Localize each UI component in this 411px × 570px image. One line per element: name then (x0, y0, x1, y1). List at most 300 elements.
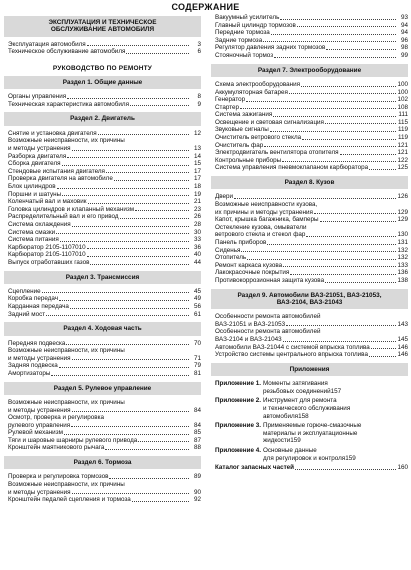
page-number: 23 (193, 205, 201, 213)
page-number: 84 (193, 406, 201, 414)
toc-entry-line (215, 231, 408, 239)
leader-dots (126, 53, 189, 54)
toc-entry-title: Техническое обслуживание автомобиля (8, 48, 126, 56)
toc-entry-title: и методы устранения (8, 145, 71, 152)
appendix-entry[interactable] (215, 397, 408, 420)
leader-dots (87, 45, 189, 46)
appendix-body (263, 380, 408, 395)
toc-entry[interactable] (8, 347, 201, 362)
toc-entry-title: Сцепление (8, 287, 41, 295)
leader-dots (301, 86, 396, 87)
appendix-body (263, 447, 408, 462)
toc-entry-title: Возможные неисправности, их причины (8, 481, 125, 489)
toc-entry[interactable] (8, 362, 201, 370)
leader-dots (340, 154, 396, 155)
page-number: 56 (193, 303, 201, 311)
toc-entry-title: Органы управления (8, 93, 67, 101)
toc-entry-title: Передняя подвеска (8, 339, 66, 347)
toc-entry-title: Тяги и шаровые шарниры рулевого привода (8, 436, 138, 444)
page-number: 92 (193, 496, 201, 504)
appendix-list (215, 380, 408, 462)
toc-entry[interactable] (215, 29, 408, 37)
toc-entry[interactable] (8, 130, 201, 138)
left-column (4, 16, 201, 508)
section-header-9: Раздел 9. Автомобили ВАЗ-21051, ВАЗ-21053, ВАЗ-2104, ВАЗ-21043 (211, 289, 408, 310)
page-number: 44 (193, 258, 201, 266)
section-items-2 (4, 126, 201, 271)
toc-entry-title: Схема электрооборудования (215, 80, 301, 88)
leader-dots (320, 221, 396, 222)
toc-entry[interactable] (8, 414, 201, 429)
toc-entry-title: Передние тормоза (215, 29, 270, 37)
toc-entry-title: Капот, крышка багажника, бамперы (215, 216, 319, 224)
toc-entry-line (215, 313, 408, 321)
toc-entry-title: Электродвигатель вентилятора отопителя (215, 149, 339, 157)
toc-entry-title: Карданная передача (8, 303, 69, 311)
toc-entry-line (8, 407, 201, 415)
toc-entry[interactable] (8, 93, 201, 101)
toc-entry-title: Вакуумный усилитель (215, 14, 280, 21)
page-number: 125 (397, 164, 408, 172)
leader-dots (88, 203, 189, 204)
toc-entry-title: Система смазки (8, 228, 56, 236)
page-number: 33 (193, 236, 201, 244)
appendix-entry[interactable] (215, 380, 408, 395)
toc-entry[interactable] (8, 340, 201, 348)
toc-entry[interactable] (215, 262, 408, 270)
page-number: 40 (193, 251, 201, 259)
toc-entry-title: Система управления пневмоклапаном карбюратора (215, 164, 369, 172)
toc-entry[interactable] (8, 429, 201, 437)
appendix-line (263, 447, 408, 455)
toc-entry-line (8, 137, 201, 145)
leader-dots (289, 93, 396, 94)
page-number: 89 (193, 473, 201, 481)
toc-entry[interactable] (215, 142, 408, 150)
toc-entry-title: Система охлаждения (8, 220, 71, 228)
right-column (211, 14, 408, 476)
toc-entry-title: Очиститель фар (215, 141, 264, 149)
toc-entry-line (215, 201, 408, 209)
leader-dots (51, 375, 189, 376)
appendix-line (263, 388, 408, 396)
toc-entry-title: Головка цилиндров и клапанный механизм (8, 205, 135, 213)
leader-dots (241, 251, 396, 252)
page-number: 131 (397, 238, 408, 246)
toc-entry[interactable] (8, 496, 201, 504)
leader-dots (42, 292, 189, 293)
appendix-title: Моменты затягивания (262, 380, 328, 388)
leader-dots (70, 308, 189, 309)
toc-entry[interactable] (215, 328, 408, 343)
appendix-entry[interactable] (215, 447, 408, 462)
leader-dots (286, 325, 396, 326)
appendix-title: Применяемые горюче-смазочные (262, 422, 362, 430)
catalog-title: Каталог запасных частей (215, 464, 295, 472)
page-number: 138 (397, 276, 408, 284)
toc-entry-title: Особенности ремонта автомобилей (215, 313, 321, 321)
toc-entry-title: Коробка передач (8, 295, 59, 303)
toc-entry-title: Генератор (215, 96, 246, 104)
toc-entry-title: и методы устранения (8, 488, 71, 496)
toc-entry[interactable] (215, 52, 408, 60)
page-number: 36 (193, 243, 201, 251)
toc-entry-title: и методы устранения (8, 406, 71, 414)
leader-dots (105, 449, 189, 450)
leader-dots (138, 441, 189, 442)
page-number: 143 (397, 320, 408, 328)
page-number: 90 (193, 488, 201, 496)
toc-entry-line (8, 355, 201, 363)
toc-entry-title: Амортизаторы (8, 369, 51, 377)
toc-entry-title: и методы устранения (8, 354, 71, 362)
section-items-3 (4, 284, 201, 322)
page-number: 30 (193, 228, 201, 236)
toc-entry[interactable] (215, 44, 408, 52)
leader-dots (120, 218, 189, 219)
toc-entry-title: Сборка двигателя (8, 160, 61, 168)
toc-entry[interactable] (8, 473, 201, 481)
toc-entry[interactable] (8, 198, 201, 206)
leader-dots (87, 256, 189, 257)
leader-dots (270, 131, 396, 132)
leader-dots (106, 172, 189, 173)
leader-dots (67, 98, 189, 99)
toc-entry[interactable] (215, 81, 408, 89)
appendix-title: жидкости (262, 437, 291, 445)
toc-entry[interactable] (8, 370, 201, 378)
page-number: 70 (193, 339, 201, 347)
appendix-title: материалы и эксплуатационные (262, 429, 358, 437)
toc-entry[interactable] (8, 399, 201, 414)
page-number: 100 (397, 88, 408, 96)
appendix-line (263, 380, 408, 388)
leader-dots (234, 198, 396, 199)
toc-entry[interactable] (215, 134, 408, 142)
appendix-label: Приложение 2. (215, 397, 261, 405)
leader-dots (264, 146, 396, 147)
toc-entry-title: Выпуск отработавших газов (8, 258, 90, 266)
toc-entry[interactable] (8, 444, 201, 452)
leader-dots (66, 344, 189, 345)
leader-dots (62, 165, 189, 166)
toc-entry[interactable] (8, 175, 201, 183)
leader-dots (109, 478, 189, 479)
leader-dots (369, 356, 396, 357)
page-number: 81 (193, 369, 201, 377)
toc-entry-title: Остекление кузова, омыватели (215, 223, 307, 231)
leader-dots (325, 123, 396, 124)
appendix-label: Приложение 4. (215, 446, 261, 454)
toc-entry-title: ВАЗ-21051 и ВАЗ-21053 (215, 320, 286, 328)
page-number: 18 (193, 182, 201, 190)
toc-entry[interactable] (215, 96, 408, 104)
section-header-2: Раздел 2. Двигатель (4, 112, 201, 125)
toc-entry-title: ветрового стекла и стекол фар (215, 231, 306, 239)
appendix-title: Основные данные (262, 446, 317, 454)
page-number: 94 (400, 21, 408, 29)
toc-entry[interactable] (8, 229, 201, 237)
page-number: 96 (400, 36, 408, 44)
leader-dots (297, 26, 396, 27)
toc-entry[interactable] (215, 351, 408, 359)
page-number: 85 (193, 429, 201, 437)
leader-dots (57, 188, 189, 189)
page-number: 84 (193, 421, 201, 429)
leader-dots (59, 367, 189, 368)
section-items-9 (211, 309, 408, 363)
catalog-entry[interactable] (215, 464, 408, 472)
leader-dots (290, 274, 396, 275)
page-number: 21 (193, 198, 201, 206)
toc-entry[interactable] (215, 277, 408, 285)
toc-entry[interactable] (215, 193, 408, 201)
leader-dots (114, 180, 189, 181)
toc-entry-line (215, 224, 408, 232)
toc-entry-title: Противокоррозионная защита кузова (215, 276, 325, 284)
page-number: 146 (397, 351, 408, 359)
toc-entry[interactable] (8, 221, 201, 229)
section-items-appendices (211, 376, 408, 476)
toc-entry-title: Контрольные приборы (215, 156, 282, 164)
page-number: 130 (397, 231, 408, 239)
section-header-8: Раздел 8. Кузов (211, 176, 408, 189)
appendix-line (263, 455, 408, 463)
toc-entry-title: Аккумуляторная батарея (215, 88, 288, 96)
toc-entry[interactable] (215, 216, 408, 224)
toc-entry[interactable] (215, 126, 408, 134)
page-number: 87 (193, 436, 201, 444)
toc-entry-title: Блок цилиндров (8, 182, 56, 190)
page-number: 14 (193, 152, 201, 160)
guide-title: РУКОВОДСТВО ПО РЕМОНТУ (52, 64, 153, 72)
toc-entry[interactable] (215, 247, 408, 255)
toc-entry-line (8, 481, 201, 489)
toc-entry-title: Устройство системы центрального впрыска топлива (215, 351, 368, 359)
section-header-operation: ЭКСПЛУАТАЦИЯ И ТЕХНИЧЕСКОЕ ОБСЛУЖИВАНИЕ АВТОМОБИЛЯ (4, 16, 201, 37)
section-items-5 (4, 395, 201, 456)
toc-entry[interactable] (215, 269, 408, 277)
leader-dots (282, 161, 396, 162)
leader-dots (56, 233, 189, 234)
appendix-title: и технического обслуживания (262, 404, 351, 412)
page-number: 133 (397, 261, 408, 269)
section-header-1: Раздел 1. Общие данные (4, 76, 201, 89)
toc-entry[interactable] (215, 224, 408, 239)
toc-entry[interactable] (8, 251, 201, 259)
toc-entry-title: Карбюратор 2105-1107010 (8, 243, 86, 251)
toc-entry[interactable] (215, 149, 408, 157)
toc-entry[interactable] (215, 104, 408, 112)
toc-entry-line (215, 328, 408, 336)
toc-entry-title: Стояночный тормоз (215, 51, 274, 59)
toc-entry[interactable] (215, 119, 408, 127)
toc-entry-title: Эксплуатация автомобиля (8, 40, 86, 48)
leader-dots (87, 248, 189, 249)
appendix-line (263, 405, 408, 413)
section-items-6 (4, 469, 201, 507)
leader-dots (273, 116, 396, 117)
leader-dots (283, 266, 396, 267)
toc-entry[interactable] (8, 236, 201, 244)
toc-entry-title: Кронштейн маятникового рычага (8, 444, 105, 452)
toc-entry[interactable] (215, 164, 408, 172)
toc-entry-title: Лакокрасочные покрытия (215, 269, 290, 277)
page-number: 3 (197, 40, 201, 48)
appendix-title: резьбовых соединений (262, 387, 331, 395)
toc-entry[interactable] (8, 48, 201, 56)
page-number: 119 (397, 134, 408, 142)
toc-entry-line (8, 414, 201, 422)
toc-entry[interactable] (8, 160, 201, 168)
section-items-1 (4, 89, 201, 112)
toc-entry[interactable] (8, 481, 201, 496)
section-header-3: Раздел 3. Трансмиссия (4, 271, 201, 284)
toc-entry-title: Осмотр, проверка и регулировка (8, 414, 104, 422)
page-number: 108 (397, 103, 408, 111)
page-number: 79 (193, 362, 201, 370)
leader-dots (98, 134, 189, 135)
toc-entry[interactable] (8, 213, 201, 221)
toc-entry-title: Техническая характеристика автомобиля (8, 100, 129, 108)
leader-dots (72, 150, 189, 151)
toc-entry[interactable] (215, 313, 408, 328)
toc-entry[interactable] (8, 101, 201, 109)
toc-entry[interactable] (215, 22, 408, 30)
page-number: 129 (397, 208, 408, 216)
leader-dots (280, 19, 396, 20)
toc-entry[interactable] (8, 137, 201, 152)
page-number: 132 (397, 254, 408, 262)
toc-entry-title: Задние тормоза (215, 36, 263, 44)
page-number: 71 (193, 354, 201, 362)
toc-entry-title: Возможные неисправности кузова, (215, 201, 318, 208)
section-header-appendices: Приложения (211, 363, 408, 376)
section-items-4 (4, 336, 201, 382)
toc-entry-title: Возможные неисправности, их причины (8, 398, 125, 406)
toc-entry[interactable] (215, 111, 408, 119)
leader-dots (90, 264, 189, 265)
toc-entry[interactable] (8, 183, 201, 191)
toc-entry-title: Система зажигания (215, 111, 273, 119)
toc-entry-line (8, 145, 201, 153)
toc-entry[interactable] (215, 14, 408, 22)
leader-dots (302, 139, 396, 140)
page-number: 88 (193, 444, 201, 452)
leader-dots (240, 108, 396, 109)
page-number: 19 (193, 190, 201, 198)
page-number: 129 (397, 216, 408, 224)
toc-entry-title: Рулевой механизм (8, 429, 63, 437)
appendix-body (263, 422, 408, 445)
page-number: 17 (193, 167, 201, 175)
leader-dots (326, 49, 396, 50)
page-number: 126 (397, 193, 408, 201)
toc-entry-title: Стартер (215, 103, 240, 111)
toc-entry-title: Снятие и установка двигателя (8, 129, 97, 137)
leader-dots (283, 341, 396, 342)
leader-dots (67, 157, 189, 158)
toc-entry[interactable] (215, 89, 408, 97)
page-number: 61 (193, 310, 201, 318)
leader-dots (274, 57, 396, 58)
toc-entry[interactable] (215, 254, 408, 262)
toc-entry-title: Разборка двигателя (8, 152, 67, 160)
section-items-operation (4, 37, 201, 60)
page-number: 100 (397, 80, 408, 88)
toc-entry-title: Звуковые сигналы (215, 126, 269, 134)
page-number: 132 (397, 246, 408, 254)
page-number: 119 (397, 126, 408, 134)
appendix-line (263, 422, 408, 430)
page-number: 6 (197, 48, 201, 56)
page-number: 94 (400, 29, 408, 37)
toc-entry-title: Коленчатый вал и маховик (8, 198, 87, 206)
page-number: 28 (193, 220, 201, 228)
leader-dots (371, 348, 396, 349)
toc-entry-line (8, 347, 201, 355)
toc-entry[interactable] (8, 311, 201, 319)
appendix-entry[interactable] (215, 422, 408, 445)
toc-entry-title: Система питания (8, 236, 59, 244)
leader-dots (60, 241, 189, 242)
toc-entry-title: Регулятор давления задних тормозов (215, 44, 326, 52)
toc-entry-title: Распределительный вал и его привод (8, 213, 119, 221)
toc-entry-title: Задний мост (8, 310, 46, 318)
leader-dots (295, 469, 396, 470)
appendix-label: Приложение 1. (215, 380, 261, 388)
leader-dots (64, 434, 189, 435)
page-number: 122 (397, 156, 408, 164)
leader-dots (59, 300, 189, 301)
leader-dots (130, 105, 189, 106)
toc-entry-title: Сиденья (215, 246, 241, 254)
toc-entry[interactable] (8, 303, 201, 311)
page-number: 8 (197, 93, 201, 101)
page-number: 121 (397, 141, 408, 149)
page-number: 15 (193, 160, 201, 168)
toc-entry-title: Отопитель (215, 254, 247, 262)
toc-entry-title: Проверка двигателя на автомобиле (8, 175, 113, 183)
leader-dots (271, 34, 396, 35)
toc-entry[interactable] (215, 239, 408, 247)
section-header-4: Раздел 4. Ходовая часть (4, 322, 201, 335)
appendix-body (263, 397, 408, 420)
toc-entry-title: Панель приборов (215, 238, 267, 246)
toc-entry[interactable] (215, 201, 408, 216)
toc-entry-title: Освещение и световая сигнализация (215, 118, 324, 126)
toc-entry-title: ВАЗ-2104 и ВАЗ-21043 (215, 336, 282, 344)
toc-entry[interactable] (215, 37, 408, 45)
leader-dots (72, 359, 189, 360)
page-number: 26 (193, 213, 201, 221)
appendix-line (263, 430, 408, 438)
page-title: СОДЕРЖАНИЕ (171, 2, 240, 12)
toc-entry[interactable] (8, 295, 201, 303)
appendix-line (263, 413, 408, 421)
toc-entry[interactable] (8, 259, 201, 267)
toc-entry-title: их причины и методы устранения (215, 208, 313, 216)
leader-dots (72, 226, 189, 227)
leader-dots (72, 411, 189, 412)
leader-dots (314, 213, 396, 214)
toc-entry-title: Автомобили ВАЗ-21044 с системой впрыска топлива (215, 343, 370, 351)
page-number: 115 (397, 118, 408, 126)
leader-dots (369, 169, 396, 170)
leader-dots (62, 195, 189, 196)
toc-entry-title: Кронштейн педалей сцепления и тормоза (8, 496, 131, 504)
leader-dots (247, 259, 396, 260)
